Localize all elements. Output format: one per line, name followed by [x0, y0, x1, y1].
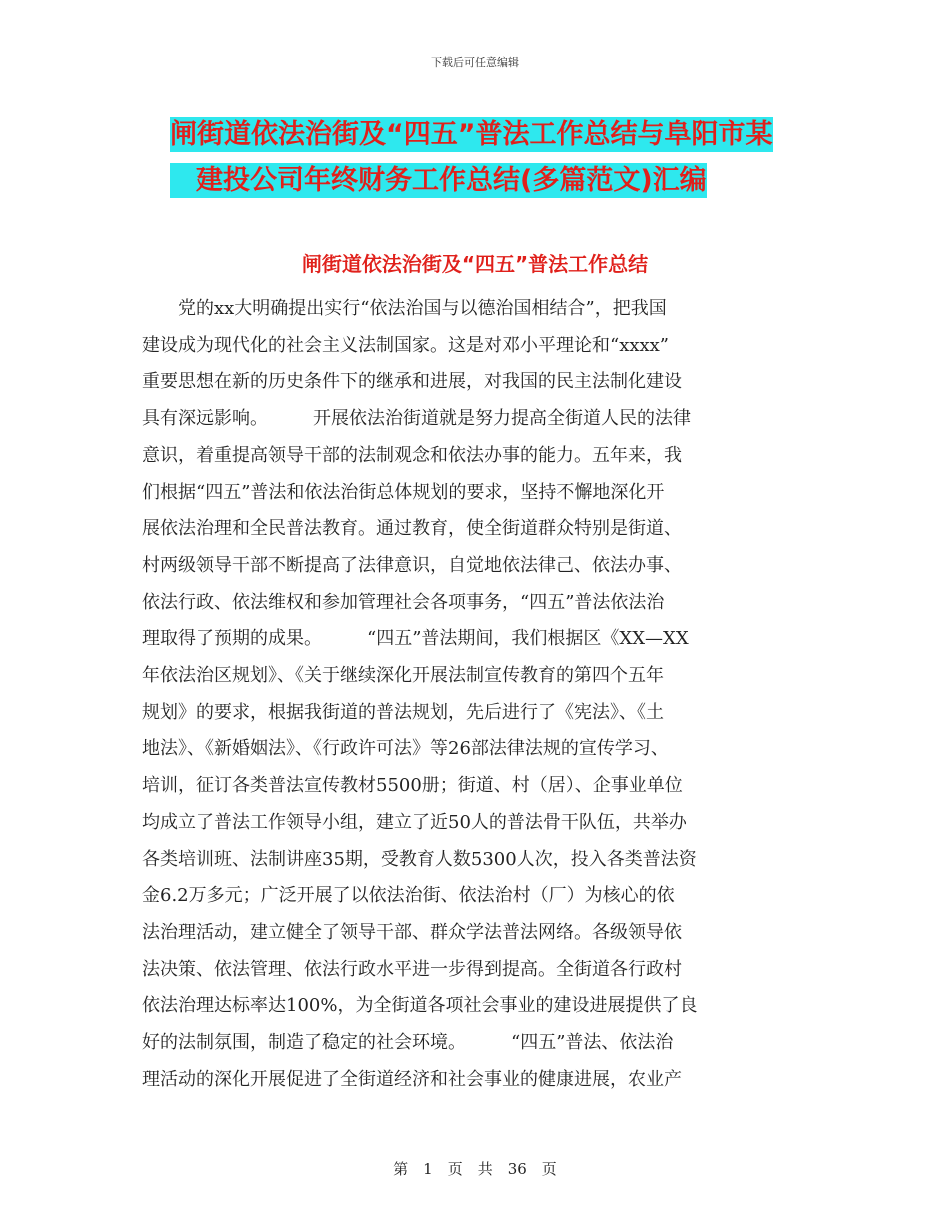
body-line: 村两级领导干部不断提高了法律意识，自觉地依法律己、依法办事、: [142, 554, 682, 576]
body-line: 重要思想在新的历史条件下的继承和进展，对我国的民主法制化建设: [142, 371, 682, 393]
body-line: 依法治理达标率达100%，为全街道各项社会事业的建设进展提供了良: [142, 995, 698, 1017]
body-line: 展依法治理和全民普法教育。通过教育，使全街道群众特别是街道、: [142, 518, 682, 540]
body-line: 法治理活动，建立健全了领导干部、群众学法普法网络。各级领导依: [142, 921, 682, 943]
body-line: 法决策、依法管理、依法行政水平进一步得到提高。全街道各行政村: [142, 958, 682, 980]
body-line: 年依法治区规划》、《关于继续深化开展法制宣传教育的第四个五年: [142, 665, 664, 687]
body-line: 各类培训班、法制讲座35期，受教育人数5300人次，投入各类普法资: [142, 848, 697, 870]
body-line: 具有深远影响。 开展依法治街道就是努力提高全街道人民的法律: [142, 408, 691, 430]
document-title-line-2-text: 建投公司年终财务工作总结(多篇范文)汇编: [196, 165, 707, 196]
body-line: 均成立了普法工作领导小组，建立了近50人的普法骨干队伍，共举办: [142, 811, 687, 833]
body-line: 们根据“四五”普法和依法治街总体规划的要求，坚持不懈地深化开: [142, 481, 665, 503]
body-line: 金6.2万多元；广泛开展了以依法治街、依法治村（厂）为核心的依: [142, 885, 675, 907]
document-title-line-2: [170, 163, 707, 198]
section-title: 闸街道依法治街及“四五”普法工作总结: [301, 252, 649, 276]
body-line: 依法行政、依法维权和参加管理社会各项事务，“四五”普法依法治: [142, 591, 665, 613]
body-text: [142, 291, 817, 1098]
document-title-line-1: 闸街道依法治街及“四五”普法工作总结与阜阳市某: [170, 119, 773, 150]
document-title: [170, 112, 810, 204]
body-line: 好的法制氛围，制造了稳定的社会环境。 “四五”普法、依法治: [142, 1032, 674, 1054]
body-line: 规划》的要求，根据我街道的普法规划，先后进行了《宪法》、《土: [142, 701, 664, 723]
body-line: 理活动的深化开展促进了全街道经济和社会事业的健康进展，农业产: [142, 1068, 682, 1090]
body-line: 党的xx大明确提出实行“依法治国与以德治国相结合”，把我国: [142, 298, 667, 319]
header-note: 下载后可任意编辑: [431, 56, 519, 69]
body-line: 建设成为现代化的社会主义法制国家。这是对邓小平理论和“xxxx”: [142, 334, 670, 356]
body-line: 培训，征订各类普法宣传教材5500册；街道、村（居）、企事业单位: [142, 775, 683, 797]
body-line: 意识，着重提高领导干部的法制观念和依法办事的能力。五年来，我: [142, 444, 682, 466]
body-line: 理取得了预期的成果。 “四五”普法期间，我们根据区《XX—XX: [142, 628, 689, 650]
body-line: 地法》、《新婚姻法》、《行政许可法》等26部法律法规的宣传学习、: [142, 738, 669, 760]
page-footer: 第 1 页 共 36 页: [393, 1160, 557, 1178]
